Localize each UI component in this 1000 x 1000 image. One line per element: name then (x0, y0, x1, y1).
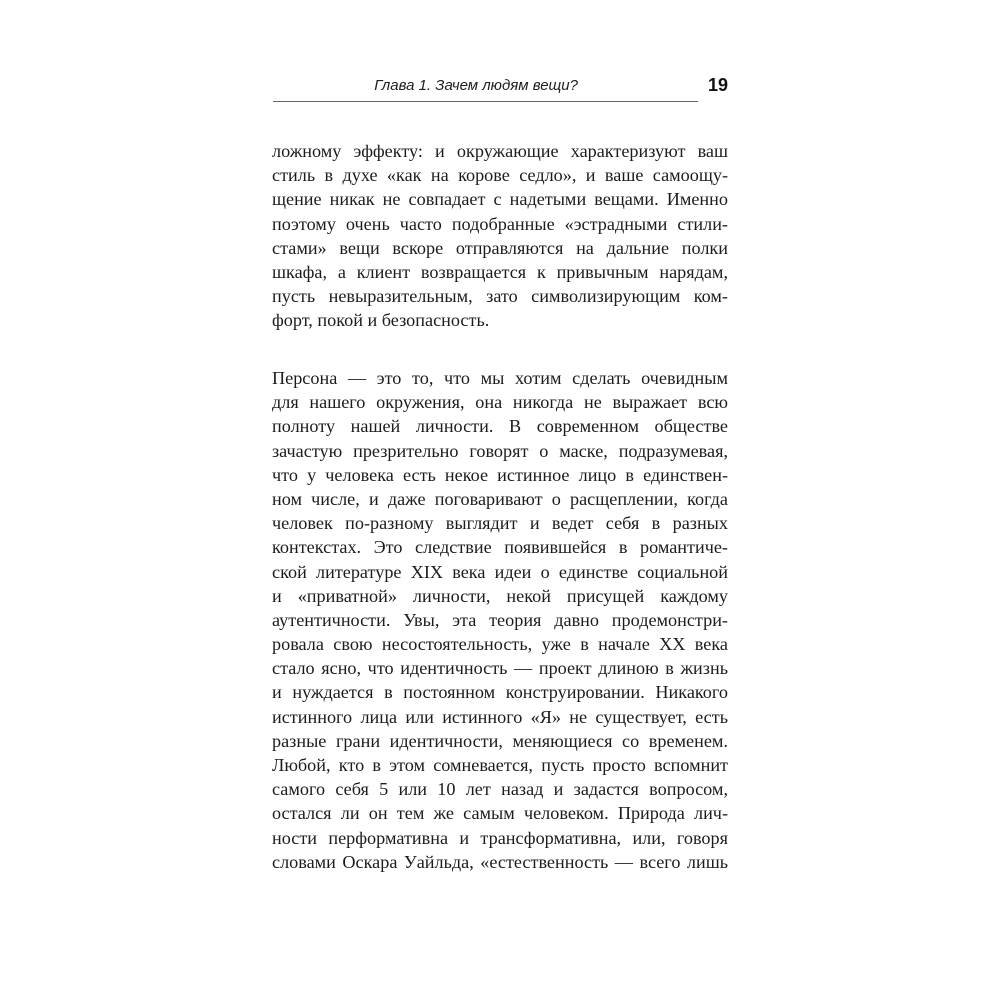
text-line: поэтому очень часто подобранные «эстрадными стили- (272, 213, 728, 234)
text-line: форт, покой и безопасность. (272, 310, 490, 331)
page-number: 19 (707, 75, 728, 95)
paragraph-2 (272, 366, 728, 874)
text-line: для нашего окружения, она никогда не выражает всю (272, 392, 728, 413)
paragraph-1 (272, 139, 728, 333)
header-rule (273, 101, 698, 102)
text-line: что у человека есть некое истинное лицо в единствен- (272, 464, 728, 485)
text-line: разные грани идентичности, меняющиеся со временем. (272, 730, 728, 751)
text-line: Персона — это то, что мы хотим сделать очевидным (272, 368, 728, 388)
text-line: стало ясно, что идентичность — проект длиною в жизнь (272, 658, 728, 679)
text-line: аутентичности. Увы, эта теория давно продемонстри- (272, 609, 728, 630)
text-line: самого себя 5 или 10 лет назад и задастся вопросом, (272, 779, 728, 800)
text-line: ровала свою несостоятельность, уже в начале XX века (272, 634, 728, 655)
text-line: пусть невыразительным, зато символизирующим ком- (272, 286, 728, 307)
text-line: контекстах. Это следствие появившейся в романтиче- (272, 537, 728, 558)
text-line: стиль в духе «как на корове седло», и ваше самоощу- (272, 165, 728, 186)
text-line: ской литературе XIX века идеи о единстве социальной (272, 561, 728, 582)
text-line: ном числе, и даже поговаривают о расщеплении, когда (272, 488, 728, 509)
text-line: человек по-разному выглядит и ведет себя в разных (272, 513, 728, 534)
text-line: полноту нашей личности. В современном обществе (272, 416, 728, 437)
text-line: ложному эффекту: и окружающие характеризуют ваш (272, 141, 728, 161)
text-line: стами» вещи вскоре отправляются на дальние полки (272, 237, 728, 258)
text-line: ности перформативна и трансформативна, или, говоря (272, 827, 728, 848)
text-line: щение никак не совпадает с надетыми вещами. Именно (272, 189, 728, 210)
text-line: истинного лица или истинного «Я» не существует, есть (272, 706, 728, 727)
chapter-title: Глава 1. Зачем людям вещи? (374, 77, 578, 94)
text-line: зачастую презрительно говорят о маске, подразумевая, (272, 440, 728, 461)
text-line: шкафа, а клиент возвращается к привычным нарядам, (272, 261, 728, 282)
text-line: и «приватной» личности, некой присущей каждому (272, 585, 728, 606)
text-line: Любой, кто в этом сомневается, пусть просто вспомнит (272, 755, 728, 775)
text-line: остался ли он тем же самым человеком. Природа лич- (272, 803, 728, 824)
text-line: словами Оскара Уайльда, «естественность — всего лишь (272, 851, 728, 872)
text-line: и нуждается в постоянном конструировании. Никакого (272, 682, 728, 703)
running-header (273, 76, 728, 102)
